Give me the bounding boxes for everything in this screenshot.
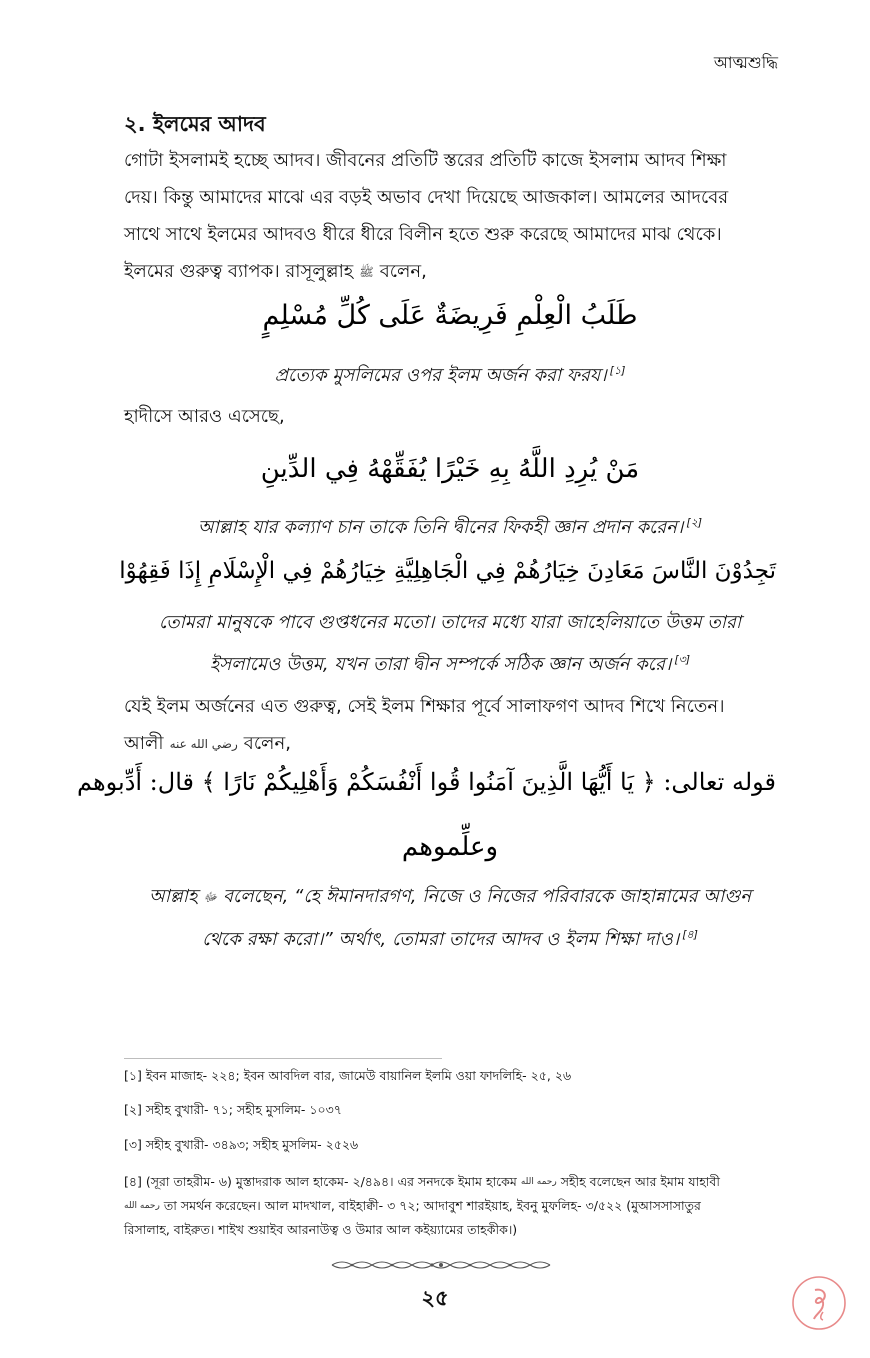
quote-ali-arabic-line-2: وعلِّموهم — [401, 832, 499, 862]
paragraph-2: হাদীসে আরও এসেছে, — [124, 406, 285, 427]
paragraph-1-line-4-end: বলেন, — [379, 261, 427, 282]
paragraph-3 — [124, 688, 776, 763]
paragraph-3-line-2-start: আলী — [124, 733, 164, 754]
hadith-3-translation — [124, 604, 776, 683]
paragraph-1 — [124, 142, 776, 291]
footnote-4-line-1-start: [৪] (সূরা তাহরীম- ৬) মুস্তাদরাক আল হাকেম- ২/৪৯৪। এর সনদকে ইমাম হাকেম — [124, 1174, 517, 1189]
footnote-ref-4[interactable]: [৪] — [682, 927, 698, 941]
radiyallahu-honorific-icon: رضي الله عنه — [169, 736, 238, 751]
page-number: ২৫ — [421, 1286, 449, 1310]
decorative-divider-icon — [330, 1258, 552, 1272]
jalla-jalaluhu-honorific-icon: ﷻ — [203, 889, 218, 904]
quote-ali-arabic-line-1: قوله تعالى: ﴿ يَا أَيُّهَا الَّذِينَ آمَنُوا قُوا أَنْفُسَكُمْ وَأَهْلِيكُمْ نَارًا ﴾ قال: أَدِّبوهم — [76, 768, 776, 796]
hadith-2-translation-text: আল্লাহ যার কল্যাণ চান তাকে তিনি দ্বীনের ফিকহী জ্ঞান প্রদান করেন। — [197, 517, 684, 538]
quote-ali-translation-line-2 — [124, 916, 776, 958]
rahimahullah-honorific-icon: رحمه الله — [520, 1177, 557, 1187]
running-head: আত্মশুদ্ধি — [713, 53, 778, 72]
publisher-logo-icon — [790, 1274, 848, 1332]
footnote-4-line-2 — [124, 1194, 776, 1218]
hadith-1-arabic: طَلَبُ الْعِلْمِ فَرِيضَةٌ عَلَى كُلِّ مُسْلِمٍ — [262, 300, 638, 331]
paragraph-3-line-2 — [124, 725, 776, 763]
quote-ali-translation-line-1-end: বলেছেন, “হে ঈমানদারগণ, নিজে ও নিজের পরিবারকে জাহান্নামের আগুন — [223, 886, 752, 907]
footnote-4-line-1 — [124, 1170, 776, 1194]
hadith-2-translation — [124, 504, 776, 546]
footnote-2: [২] সহীহ বুখারী- ৭১; সহীহ মুসলিম- ১০৩৭ — [124, 1102, 342, 1117]
footnote-4-line-1-end: সহীহ বলেছেন আর ইমাম যাহাবী — [560, 1174, 720, 1189]
footnote-divider — [124, 1058, 442, 1059]
paragraph-1-line-1: গোটা ইসলামই হচ্ছে আদব। জীবনের প্রতিটি স্তরের প্রতিটি কাজে ইসলাম আদব শিক্ষা — [124, 150, 727, 171]
paragraph-3-line-1: যেই ইলম অর্জনের এত গুরুত্ব, সেই ইলম শিক্ষার পূর্বে সালাফগণ আদব শিখে নিতেন। — [124, 696, 725, 717]
quote-ali-translation-line-1-start: আল্লাহ — [148, 886, 198, 907]
quote-ali-translation-line-1 — [124, 878, 776, 916]
footnote-ref-2[interactable]: [২] — [686, 516, 703, 529]
hadith-1-translation — [124, 352, 776, 394]
paragraph-1-line-4-start: ইলমের গুরুত্ব ব্যাপক। রাসূলুল্লাহ — [124, 261, 354, 282]
footnote-3: [৩] সহীহ বুখারী- ৩৪৯৩; সহীহ মুসলিম- ২৫২৬ — [124, 1137, 359, 1152]
paragraph-1-line-2: দেয়। কিন্তু আমাদের মাঝে এর বড়ই অভাব দেখা দিয়েছে আজকাল। আমলের আদবের — [124, 187, 729, 208]
footnote-4 — [124, 1170, 776, 1241]
hadith-3-translation-line-2 — [124, 641, 776, 683]
footnote-ref-3[interactable]: [৩] — [674, 653, 691, 666]
footnote-ref-1[interactable]: [১] — [609, 364, 626, 377]
rahimahullah-honorific-icon: رحمه الله — [124, 1201, 160, 1211]
footnote-1: [১] ইবন মাজাহ- ২২৪; ইবন আবদিল বার, জামেউ বায়ানিল ইলমি ওয়া ফাদলিহি- ২৫, ২৬ — [124, 1068, 572, 1083]
section-title: ২. ইলমের আদব — [124, 112, 266, 136]
footnote-4-line-2-text: তা সমর্থন করেছেন। আল মাদখাল, বাইহাক্বী- ৩ ৭২; আদাবুশ শারইয়াহ, ইবনু মুফলিহ- ৩/৫২২ (মুআসসাসাতুর — [163, 1198, 701, 1213]
hadith-2-arabic: مَنْ يُرِدِ اللَّهُ بِهِ خَيْرًا يُفَقِّهْهُ فِي الدِّينِ — [260, 454, 640, 484]
hadith-3-translation-line-1: তোমরা মানুষকে পাবে গুপ্তধনের মতো। তাদের মধ্যে যারা জাহেলিয়াতে উত্তম তারা — [158, 612, 742, 633]
footnote-4-line-3: রিসালাহ, বাইরুত। শাইখ শুয়াইব আরনাউত্ব ও উমার আল কইয়্যামের তাহকীক।) — [124, 1222, 518, 1237]
paragraph-1-line-4 — [124, 253, 776, 291]
quote-ali-translation-line-2-text: থেকে রক্ষা করো।” অর্থাৎ, তোমরা তাদের আদব ও ইলম শিক্ষা দাও। — [202, 928, 680, 950]
paragraph-1-line-3: সাথে সাথে ইলমের আদবও ধীরে ধীরে বিলীন হতে শুরু করেছে আমাদের মাঝ থেকে। — [124, 224, 722, 245]
paragraph-3-line-2-end: বলেন, — [243, 733, 291, 754]
hadith-1-translation-text: প্রত্যেক মুসলিমের ওপর ইলম অর্জন করা ফরয। — [274, 365, 607, 386]
quote-ali-translation — [124, 878, 776, 958]
hadith-3-translation-line-2-text: ইসলামেও উত্তম, যখন তারা দ্বীন সম্পর্কে সঠিক জ্ঞান অর্জন করে। — [209, 654, 672, 675]
salawat-honorific-icon: ﷺ — [359, 264, 374, 279]
hadith-3-arabic: تَجِدُوْنَ النَّاسَ مَعَادِنَ خِيَارُهُمْ فِي الْجَاهِلِيَّةِ خِيَارُهُمْ فِي الْإِسْلَامِ إِذَا فَقِهُوْا — [119, 558, 776, 584]
